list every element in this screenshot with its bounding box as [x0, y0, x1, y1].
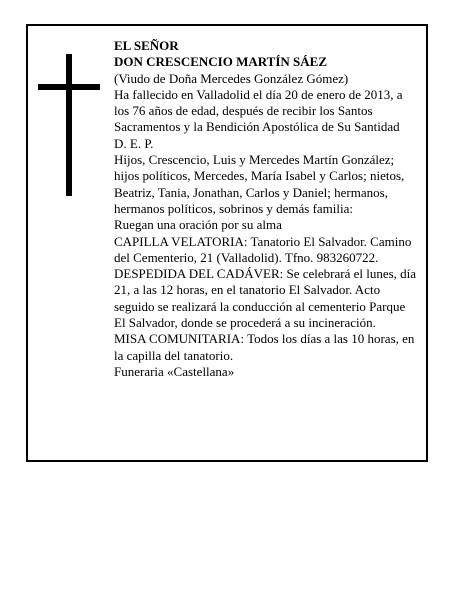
funeral-home: Funeraria «Castellana» — [114, 363, 235, 379]
widower-note: (Viudo de Doña Mercedes González Gómez) — [114, 70, 349, 86]
cross-icon-bar — [38, 84, 100, 90]
cross-icon — [66, 54, 72, 196]
mass-info: MISA COMUNITARIA: Todos los días a las 10 horas, en la capilla del tanatorio. — [114, 331, 415, 363]
title-line-1: EL SEÑOR — [114, 38, 179, 53]
farewell-info: DESPEDIDA DEL CADÁVER: Se celebrará el lunes, día 21, a las 12 horas, en el tanatorio El Salvador. Acto seguido se realizará la conducción al cementerio Parque El Salvador, donde se procederá a su incineración. — [114, 266, 417, 331]
passing-statement: Ha fallecido en Valladolid el día 20 de enero de 2013, a los 76 años de edad, después de recibir los Santos Sacramentos y la Bendición Apostólica de Su Santidad — [114, 86, 403, 135]
prayer-request: Ruegan una oración por su alma — [114, 217, 282, 233]
deceased-name: DON CRESCENCIO MARTÍN SÁEZ — [114, 54, 327, 70]
obituary-text — [114, 38, 420, 380]
rip-line: D. E. P. — [114, 135, 154, 151]
family-list: Hijos, Crescencio, Luis y Mercedes Martín González; hijos políticos, Mercedes, María Isabel y Carlos; nietos, Beatriz, Tania, Jonathan, Carlos y Daniel; hermanos, hermanos políticos, sobrinos y demás familia: — [114, 152, 405, 216]
chapel-info: CAPILLA VELATORIA: Tanatorio El Salvador. Camino del Cementerio, 21 (Valladolid). Tfno. 983260722. — [114, 233, 412, 265]
